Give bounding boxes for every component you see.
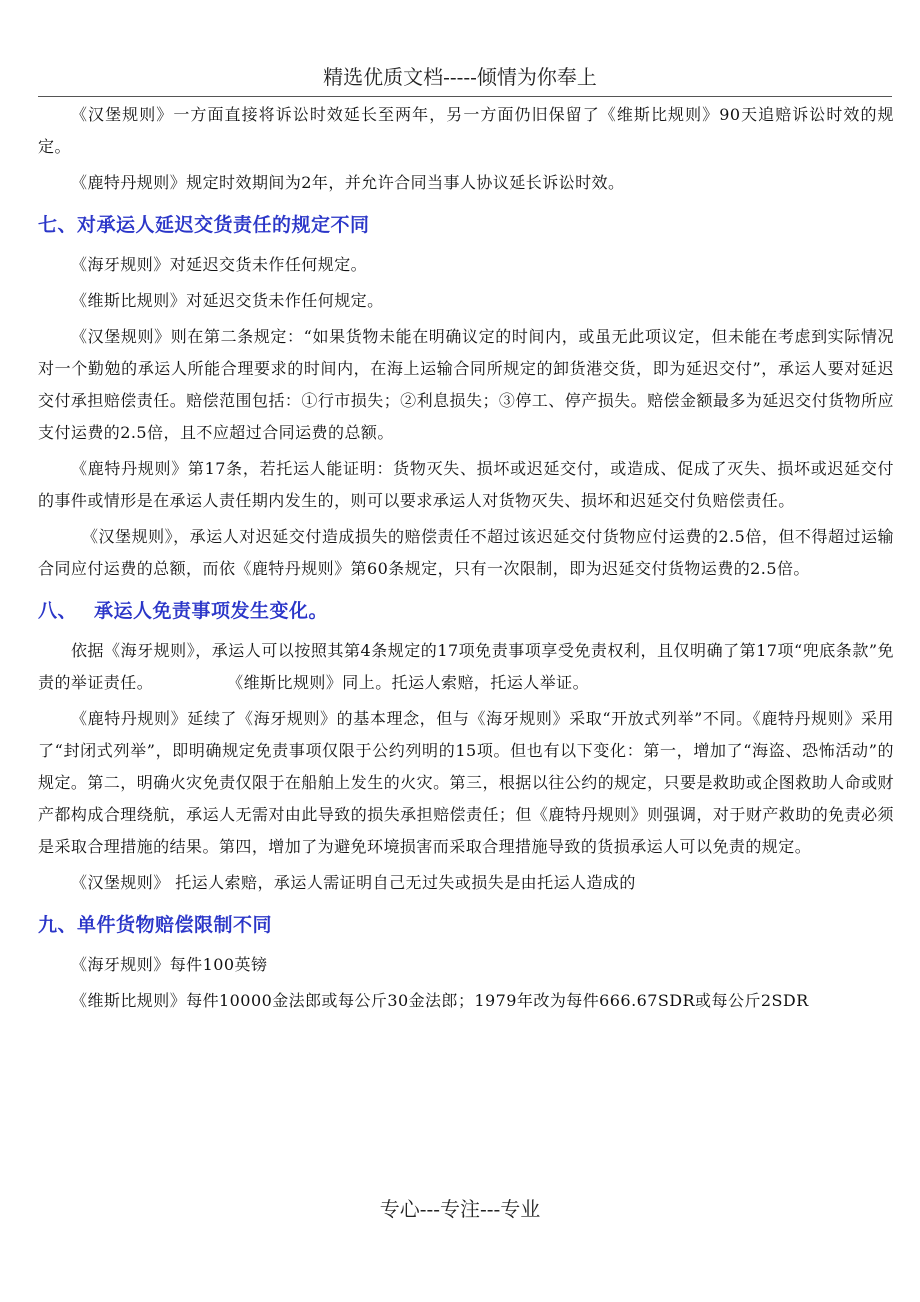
paragraph-rotterdam-exemptions: 《鹿特丹规则》延续了《海牙规则》的基本理念，但与《海牙规则》采取“开放式列举”不同。《鹿特丹规则》采用了“封闭式列举”，即明确规定免责事项仅限于公约列明的15项。但也有以下变化：第一，增加了“海盗、恐怖活动”的规定。第二，明确火灾免责仅限于在船舶上发生的火灾。第三，根据以往公约的规定，只要是救助或企图救助人命或财产都构成合理绕航，承运人无需对由此导致的损失承担赔偿责任；但《鹿特丹规则》则强调，对于财产救助的免责必须是采取合理措施的结果。第四，增加了为避免环境损害而采取合理措施导致的货损承运人可以免责的规定。 <box>38 709 894 856</box>
page-footer: 专心---专注---专业 <box>379 1197 541 1221</box>
paragraph-hamburg-delay: 《汉堡规则》则在第二条规定：“如果货物未能在明确议定的时间内，或虽无此项议定，但未能在考虑到实际情况对一个勤勉的承运人所能合理要求的时间内，在海上运输合同所规定的卸货港交货，即为延迟交付”，承运人要对延迟交付承担赔偿责任。赔偿范围包括：①行市损失；②利息损失；③停工、停产损失。赔偿金额最多为延迟交付货物所应支付运费的2.5倍，且不应超过合同运费的总额。 <box>38 327 894 442</box>
section-heading-9: 九、单件货物赔偿限制不同 <box>38 914 273 936</box>
paragraph-hague-exemptions <box>38 635 894 699</box>
document-body <box>38 99 894 1017</box>
paragraph-rotterdam-limitation: 《鹿特丹规则》规定时效期间为2年，并允许合同当事人协议延长诉讼时效。 <box>71 173 625 192</box>
paragraph-delay-compensation: 《汉堡规则》，承运人对迟延交付造成损失的赔偿责任不超过该迟延交付货物应付运费的2.5倍，但不得超过运输合同应付运费的总额，而依《鹿特丹规则》第60条规定，只有一次限制，即为迟延交付货物运费的2.5倍。 <box>38 527 894 578</box>
header-divider <box>38 96 892 97</box>
paragraph-visby-delay: 《维斯比规则》对延迟交货未作任何规定。 <box>71 291 384 310</box>
page-header: 精选优质文档-----倾情为你奉上 <box>323 65 597 89</box>
section-heading-7: 七、对承运人延迟交货责任的规定不同 <box>38 214 370 236</box>
paragraph-hamburg-exemptions: 《汉堡规则》 托运人索赔，承运人需证明自己无过失或损失是由托运人造成的 <box>71 873 636 892</box>
section-title-8: 承运人免责事项发生变化。 <box>94 600 329 622</box>
paragraph-visby-package-limit: 《维斯比规则》每件10000金法郎或每公斤30金法郎；1979年改为每件666.67SDR或每公斤2SDR <box>71 991 809 1010</box>
paragraph-rotterdam-delay: 《鹿特丹规则》第17条，若托运人能证明：货物灭失、损坏或迟延交付，或造成、促成了灭失、损坏或迟延交付的事件或情形是在承运人责任期内发生的，则可以要求承运人对货物灭失、损坏和迟延交付负赔偿责任。 <box>38 459 894 510</box>
paragraph-visby-exemptions-text: 《维斯比规则》同上。托运人索赔，托运人举证。 <box>227 673 590 692</box>
paragraph-hague-package-limit: 《海牙规则》每件100英镑 <box>71 955 268 974</box>
paragraph-hague-exemptions-text: 依据《海牙规则》，承运人可以按照其第4条规定的17项免责事项享受免责权利，且仅明确了第17项“兜底条款”免责的举证责任。 <box>38 641 894 692</box>
paragraph-hague-delay: 《海牙规则》对延迟交货未作任何规定。 <box>71 255 368 274</box>
section-number-8: 八、 <box>38 600 78 622</box>
paragraph-hamburg-limitation: 《汉堡规则》一方面直接将诉讼时效延长至两年，另一方面仍旧保留了《维斯比规则》90天追赔诉讼时效的规定。 <box>38 105 894 156</box>
section-heading-8 <box>38 585 894 635</box>
